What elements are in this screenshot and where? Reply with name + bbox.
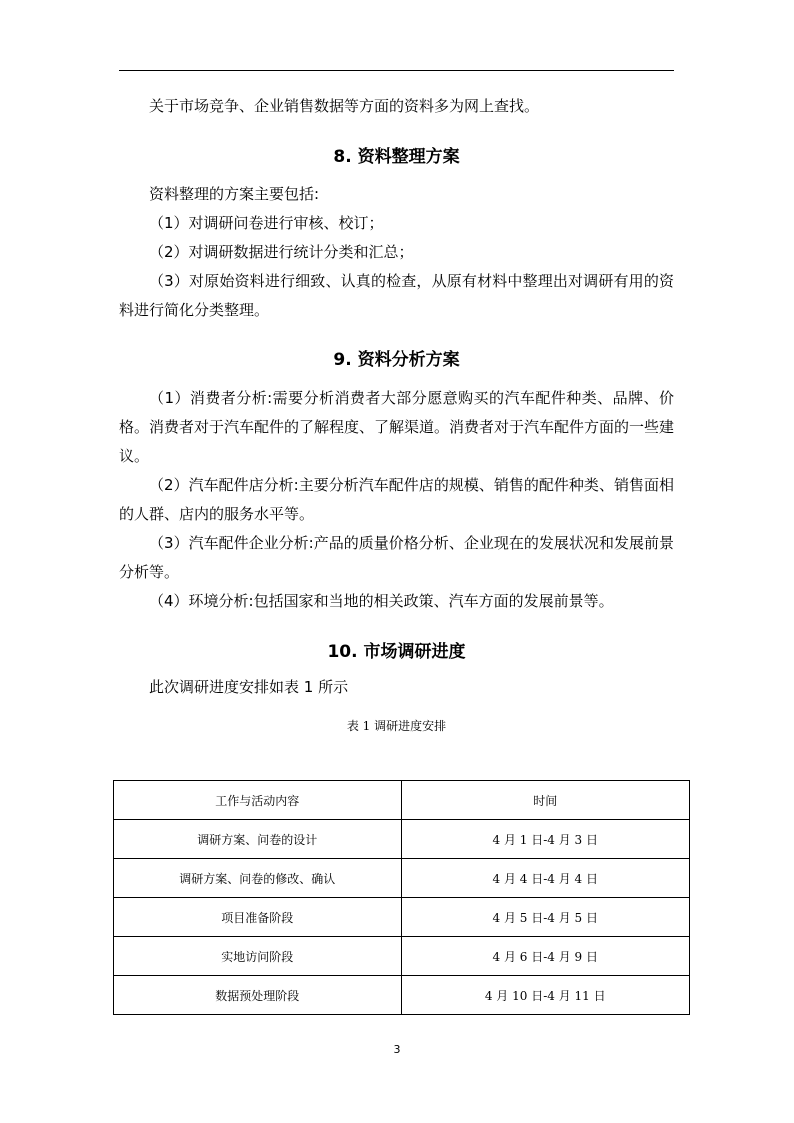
table-cell-time: 4 月 4 日-4 月 4 日	[401, 859, 690, 898]
section-9-paragraph: （4）环境分析:包括国家和当地的相关政策、汽车方面的发展前景等。	[149, 592, 614, 610]
section-8-paragraph: （2）对调研数据进行统计分类和汇总；	[149, 243, 414, 261]
schedule-table	[113, 780, 690, 1015]
table-cell-time: 4 月 1 日-4 月 3 日	[401, 820, 690, 859]
section-9-paragraph: （3）汽车配件企业分析:产品的质量价格分析、企业现在的发展状况和发展前景分析等。	[119, 534, 674, 581]
section-8-paragraph: 资料整理的方案主要包括:	[149, 185, 320, 203]
table-row	[114, 976, 690, 1015]
intro-paragraph: 关于市场竞争、企业销售数据等方面的资料多为网上查找。	[149, 97, 540, 115]
table-header-cell: 工作与活动内容	[114, 781, 402, 820]
section-8-heading: 8. 资料整理方案	[333, 147, 460, 167]
table-header-row	[114, 781, 690, 820]
document-body	[119, 92, 674, 751]
section-8-paragraph: （1）对调研问卷进行审核、校订；	[149, 214, 384, 232]
table-cell-activity: 调研方案、问卷的修改、确认	[114, 859, 402, 898]
section-9-heading: 9. 资料分析方案	[333, 350, 460, 370]
table-header-cell: 时间	[401, 781, 690, 820]
table-cell-activity: 调研方案、问卷的设计	[114, 820, 402, 859]
table-cell-time: 4 月 5 日-4 月 5 日	[401, 898, 690, 937]
table-cell-activity: 数据预处理阶段	[114, 976, 402, 1015]
table-cell-time: 4 月 6 日-4 月 9 日	[401, 937, 690, 976]
page-number: 3	[393, 1043, 401, 1056]
section-8-paragraph: （3）对原始资料进行细致、认真的检查，从原有材料中整理出对调研有用的资料进行简化分类整理。	[119, 272, 674, 319]
table-cell-activity: 项目准备阶段	[114, 898, 402, 937]
section-10-paragraph: 此次调研进度安排如表 1 所示	[149, 678, 349, 696]
table-cell-activity: 实地访问阶段	[114, 937, 402, 976]
section-9-paragraph: （1）消费者分析:需要分析消费者大部分愿意购买的汽车配件种类、品牌、价格。消费者对于汽车配件的了解程度、了解渠道。消费者对于汽车配件方面的一些建议。	[119, 389, 675, 465]
table-cell-time: 4 月 10 日-4 月 11 日	[401, 976, 690, 1015]
section-9-paragraph: （2）汽车配件店分析:主要分析汽车配件店的规模、销售的配件种类、销售面相的人群、店内的服务水平等。	[119, 476, 674, 523]
section-10-heading: 10. 市场调研进度	[327, 642, 466, 662]
header-rule	[119, 70, 674, 71]
table-row	[114, 898, 690, 937]
table-row	[114, 820, 690, 859]
table-caption: 表 1 调研进度安排	[346, 719, 447, 733]
table-row	[114, 859, 690, 898]
table-row	[114, 937, 690, 976]
